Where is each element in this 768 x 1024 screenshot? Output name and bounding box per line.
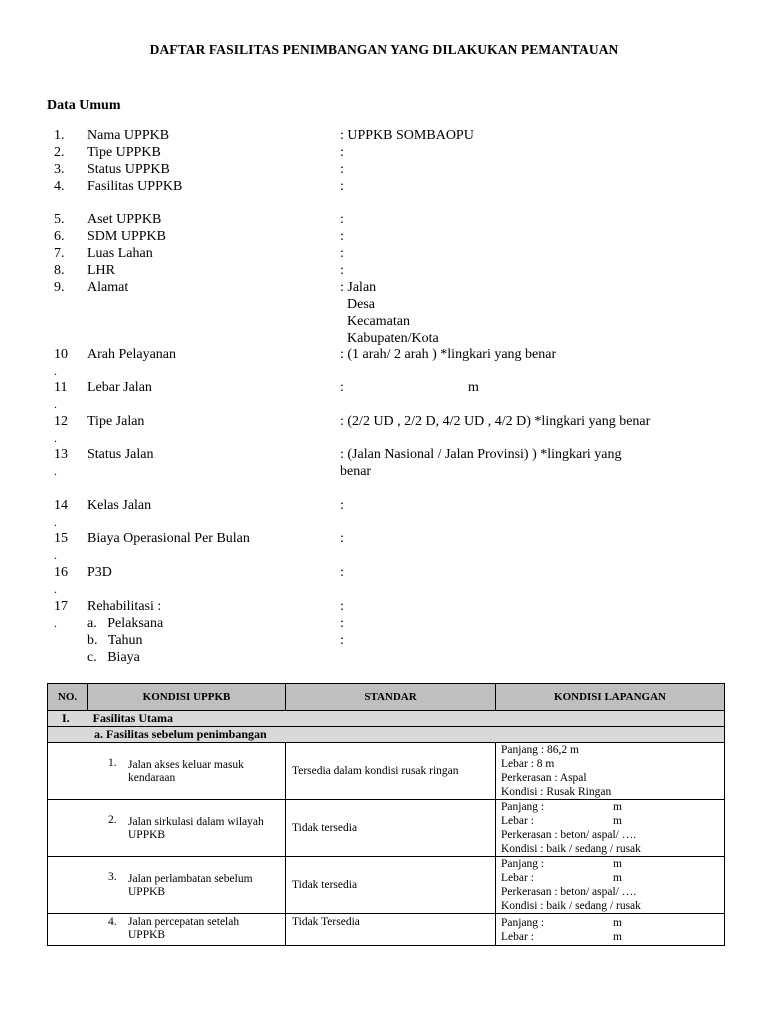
item-number: 3. (108, 871, 117, 883)
lapangan-line (501, 757, 724, 771)
lapangan-line (501, 930, 724, 944)
field-number-dot: . (54, 397, 57, 411)
field-value-text: : (340, 179, 344, 194)
standar-cell: Tersedia dalam kondisi rusak ringan (286, 743, 496, 800)
field-value (340, 497, 690, 514)
table-header-row (48, 684, 725, 711)
lapangan-text: Panjang : (501, 801, 545, 813)
field-label: Fasilitas UPPKB (87, 179, 183, 194)
field-value-text: : (340, 380, 344, 395)
sub-field-value: : (340, 633, 344, 648)
item-name: Jalan perlambatan sebelum UPPKB (128, 873, 253, 898)
lapangan-text: Kondisi : baik / sedang / rusak (501, 900, 641, 912)
field-number-dot: . (54, 548, 57, 562)
field-number-dot: . (54, 431, 57, 445)
item-number: 4. (108, 916, 117, 928)
field-value-extra: Kecamatan (347, 314, 410, 329)
standar-cell: Tidak Tersedia (286, 914, 496, 946)
lapangan-line (501, 800, 724, 814)
field-label: SDM UPPKB (87, 229, 166, 244)
header-no: NO. (48, 684, 88, 711)
table-row (48, 914, 725, 946)
lapangan-line (501, 771, 724, 785)
lapangan-text: Panjang : (501, 858, 545, 870)
sub-field-label: b. Tahun (87, 633, 143, 648)
lapangan-line (501, 743, 724, 757)
kondisi-table (47, 683, 725, 946)
lapangan-unit: m (613, 801, 622, 813)
field-value-text: : (Jalan Nasional / Jalan Provinsi) ) *lingkari yang (340, 447, 622, 462)
field-value (340, 161, 690, 178)
item-number: 1. (108, 757, 117, 769)
field-label: LHR (87, 263, 115, 278)
field-value-text: : (340, 212, 344, 227)
field-label: Status UPPKB (87, 162, 170, 177)
field-value (340, 245, 690, 262)
kondisi-cell (48, 800, 286, 857)
field-value-text: : (340, 531, 344, 546)
item-name: Jalan percepatan setelah UPPKB (128, 916, 240, 941)
field-label: Rehabilitasi : (87, 599, 162, 614)
field-value (340, 279, 690, 347)
field-number-dot: . (54, 364, 57, 378)
lapangan-text: Lebar : (501, 815, 534, 827)
field-value-text: : (340, 145, 344, 160)
document-title: DAFTAR FASILITAS PENIMBANGAN YANG DILAKUKAN PEMANTAUAN (149, 42, 619, 57)
field-value (340, 446, 690, 480)
field-value (340, 211, 690, 228)
lapangan-line (501, 871, 724, 885)
field-value-text: : (340, 162, 344, 177)
lapangan-text: Panjang : (501, 916, 545, 929)
field-value (340, 178, 690, 195)
lapangan-unit: m (613, 858, 622, 870)
field-value (340, 564, 690, 581)
header-kondisi-uppkb: KONDISI UPPKB (88, 684, 286, 711)
lapangan-line (501, 916, 724, 930)
field-value-text: : (2/2 UD , 2/2 D, 4/2 UD , 4/2 D) *lingkari yang benar (340, 414, 651, 429)
field-value (340, 228, 690, 245)
lapangan-text: Lebar : 8 m (501, 758, 555, 770)
lapangan-text: Perkerasan : beton/ aspal/ …. (501, 886, 637, 898)
header-kondisi-lapangan: KONDISI LAPANGAN (496, 684, 725, 711)
section-label: Fasilitas Utama (92, 711, 173, 725)
field-label: Luas Lahan (87, 246, 153, 261)
field-value (340, 530, 690, 547)
field-value (340, 379, 690, 396)
field-label: Aset UPPKB (87, 212, 162, 227)
field-value-extra: Desa (347, 297, 375, 312)
subsection-row (48, 727, 725, 743)
field-number: 1. (54, 128, 65, 143)
standar-cell: Tidak tersedia (286, 857, 496, 914)
subsection-label: a. Fasilitas sebelum penimbangan (94, 727, 267, 741)
field-value-text: : (1 arah/ 2 arah ) *lingkari yang benar (340, 347, 557, 362)
field-value-extra: Kabupaten/Kota (347, 331, 439, 346)
sub-field-label: c. Biaya (87, 650, 140, 665)
lapangan-text: Kondisi : Rusak Ringan (501, 786, 612, 798)
lapangan-cell (496, 914, 725, 946)
lapangan-text: Kondisi : baik / sedang / rusak (501, 843, 641, 855)
field-label: Tipe UPPKB (87, 145, 161, 160)
lapangan-line (501, 814, 724, 828)
lapangan-cell (496, 800, 725, 857)
field-number: 11 (54, 380, 68, 395)
sub-field-label: a. Pelaksana (87, 616, 164, 631)
field-number: 5. (54, 212, 65, 227)
lapangan-line (501, 842, 724, 856)
section-row (48, 711, 725, 727)
field-number: 9. (54, 280, 65, 295)
field-value-text: : (340, 263, 344, 278)
field-number: 14 (54, 498, 68, 513)
field-number: 13 (54, 447, 68, 462)
sub-field-value: : (340, 616, 344, 631)
field-label: Biaya Operasional Per Bulan (87, 531, 250, 546)
field-label: Lebar Jalan (87, 380, 152, 395)
field-value-text: : UPPKB SOMBAOPU (340, 128, 474, 143)
unit-label: m (468, 380, 479, 395)
field-label: Alamat (87, 280, 129, 295)
sub-field-value (340, 649, 690, 666)
lapangan-cell (496, 857, 725, 914)
lapangan-unit: m (613, 815, 622, 827)
field-value-text: : (340, 599, 344, 614)
field-number-dot: . (54, 515, 57, 529)
section-number: I. (62, 711, 70, 725)
field-value (340, 262, 690, 279)
lapangan-line (501, 828, 724, 842)
lapangan-line (501, 885, 724, 899)
field-number: 10 (54, 347, 68, 362)
field-number: 16 (54, 565, 68, 580)
header-standar: STANDAR (286, 684, 496, 711)
field-number: 17 (54, 599, 68, 614)
kondisi-cell (48, 857, 286, 914)
field-number: 3. (54, 162, 65, 177)
lapangan-unit: m (613, 916, 622, 929)
field-value-text: : (340, 246, 344, 261)
lapangan-line (501, 785, 724, 799)
kondisi-cell (48, 914, 286, 946)
field-value (340, 413, 690, 430)
item-name: Jalan akses keluar masuk kendaraan (128, 759, 244, 784)
field-number: 6. (54, 229, 65, 244)
lapangan-text: Lebar : (501, 872, 534, 884)
lapangan-line (501, 899, 724, 913)
field-value-wrap: benar (340, 464, 372, 479)
field-value (340, 346, 690, 363)
field-number-dot: . (54, 582, 57, 596)
field-number: 4. (54, 179, 65, 194)
field-value-text: : (340, 565, 344, 580)
item-number: 2. (108, 814, 117, 826)
field-label: Nama UPPKB (87, 128, 170, 143)
field-number: 12 (54, 414, 68, 429)
table-row (48, 743, 725, 800)
lapangan-text: Perkerasan : beton/ aspal/ …. (501, 829, 637, 841)
field-number: 2. (54, 145, 65, 160)
field-value-text: : (340, 229, 344, 244)
table-row (48, 857, 725, 914)
lapangan-unit: m (613, 930, 622, 943)
field-value-text: : (340, 498, 344, 513)
field-label: Status Jalan (87, 447, 154, 462)
field-value (340, 144, 690, 161)
lapangan-unit: m (613, 872, 622, 884)
field-number: 15 (54, 531, 68, 546)
lapangan-cell (496, 743, 725, 800)
section-heading: Data Umum (47, 98, 121, 113)
lapangan-text: Panjang : 86,2 m (501, 744, 579, 756)
kondisi-cell (48, 743, 286, 800)
field-value (340, 127, 690, 144)
field-label: Kelas Jalan (87, 498, 152, 513)
field-number-dot: . (54, 616, 57, 630)
field-label: Tipe Jalan (87, 414, 145, 429)
standar-cell: Tidak tersedia (286, 800, 496, 857)
lapangan-line (501, 857, 724, 871)
table-row (48, 800, 725, 857)
item-name: Jalan sirkulasi dalam wilayah UPPKB (128, 816, 264, 841)
field-number-dot: . (54, 464, 57, 478)
field-label: P3D (87, 565, 112, 580)
field-label: Arah Pelayanan (87, 347, 177, 362)
lapangan-text: Perkerasan : Aspal (501, 772, 587, 784)
lapangan-text: Lebar : (501, 930, 534, 943)
field-value-text: : Jalan (340, 280, 377, 295)
field-number: 8. (54, 263, 65, 278)
field-value (340, 598, 690, 666)
subsection-cell (48, 727, 725, 743)
section-cell (48, 711, 725, 727)
field-number: 7. (54, 246, 65, 261)
